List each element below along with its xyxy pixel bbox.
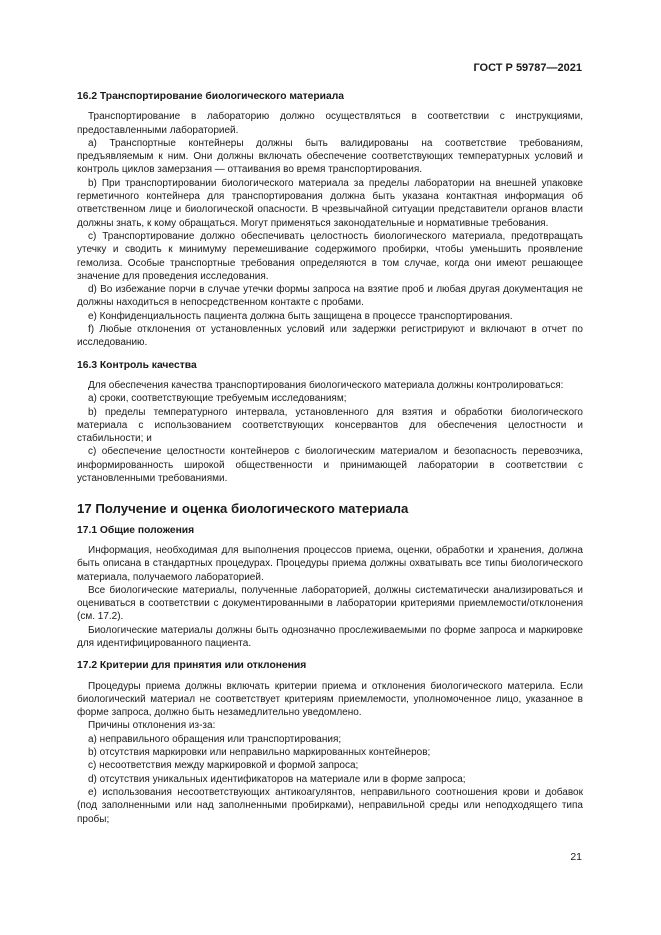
paragraph: Процедуры приема должны включать критерии приема и отклонения биологического материла. Если биологический материал не соответствует критериям приемлемости, уполномоченное лицо, указанное в форме запроса, должно быть незамедлительно уведомлено.: [77, 680, 583, 719]
paragraph: Транспортирование в лабораторию должно осуществляться в соответствии с инструкциями, предоставленными лабораторией.: [77, 111, 583, 136]
paragraph: Причины отклонения из-за:: [88, 720, 216, 732]
list-item-f: f) Любые отклонения от установленных условий или задержки регистрируют и включают в отчет по исследованию.: [77, 324, 583, 349]
section-16-2-heading: 16.2 Транспортирование биологического материала: [77, 91, 344, 102]
page-content: [77, 90, 583, 826]
list-item-a: a) сроки, соответствующие требуемым исследованиям;: [88, 393, 347, 405]
page-number: 21: [570, 851, 582, 863]
list-item-c: c) несоответствия между маркировкой и формой запроса;: [88, 760, 359, 772]
list-item-c: c) обеспечение целостности контейнеров с биологическим материалом и безопасность перевозчика, информированность широкой общественности и принимающей лаборатории в соответствии с установленными требованиями.: [77, 446, 583, 485]
paragraph: Все биологические материалы, полученные лабораторией, должны систематически анализироваться и оцениваться в соответствии с документированными в лаборатории критериями приемлемости/отклонения (см. 17.2).: [77, 584, 583, 623]
list-item-b: b) отсутствия маркировки или неправильно маркированных контейнеров;: [88, 747, 431, 759]
section-17-heading: 17 Получение и оценка биологического материала: [77, 501, 409, 517]
list-item-b: b) При транспортировании биологического материала за пределы лаборатории на внешней упаковке герметичного контейнера для транспортирования должна быть указана контактная информация об ответственном лице и биологической опасности. В чрезвычайной ситуации представители органов власти должны знать, к кому обращаться. Могут применяться законодательные и нормативные требования.: [77, 177, 583, 229]
list-item-d: d) отсутствия уникальных идентификаторов на материале или в форме запроса;: [88, 773, 466, 785]
list-item-d: d) Во избежание порчи в случае утечки формы запроса на взятие проб и любая другая документация не должны находиться в непосредственном контакте с пробами.: [77, 284, 583, 309]
standard-number: ГОСТ Р 59787—2021: [473, 62, 582, 74]
paragraph: Для обеспечения качества транспортирования биологического материала должны контролироваться:: [88, 379, 564, 391]
list-item-a: a) Транспортные контейнеры должны быть валидированы на соответствие требованиям, предъявляемым к ним. Они должны включать обеспечение соответствующих температурных условий и контроль циклов замерзания — оттаивания во время транспортирования.: [77, 137, 583, 176]
list-item-b: b) пределы температурного интервала, установленного для взятия и обработки биологического материала с использованием соответствующих консервантов для обеспечения целостности и стабильности; и: [77, 406, 583, 445]
section-17-2-heading: 17.2 Критерии для принятия или отклонения: [77, 660, 307, 672]
list-item-a: a) неправильного обращения или транспортирования;: [88, 733, 342, 745]
list-item-c: c) Транспортирование должно обеспечивать целостность биологического материала, предотвращать утечку и сводить к минимуму перемешивание содержимого пробирки, чтобы уменьшить проявление гемолиза. Особые транспортные требования определяются в том случае, когда они имеют решающее значение для проведения исследования.: [77, 230, 583, 282]
list-item-e: e) Конфиденциальность пациента должна быть защищена в процессе транспортирования.: [88, 310, 513, 322]
section-16-3-heading: 16.3 Контроль качества: [77, 359, 197, 371]
list-item-e: e) использования несоответствующих антикоагулянтов, неправильного соотношения крови и добавок (под заполненными или над заполненными пробирками), неправильной среды или неподходящего типа пробы;: [77, 786, 583, 825]
paragraph: Биологические материалы должны быть однозначно прослеживаемыми по форме запроса и маркировке для идентифицированного пациента.: [77, 624, 583, 649]
paragraph: Информация, необходимая для выполнения процессов приема, оценки, обработки и хранения, должна быть описана в стандартных процедурах. Процедуры приема должны охватывать все типы биологического материала, получаемого лабораторией.: [77, 544, 583, 583]
section-17-1-heading: 17.1 Общие положения: [77, 524, 195, 536]
